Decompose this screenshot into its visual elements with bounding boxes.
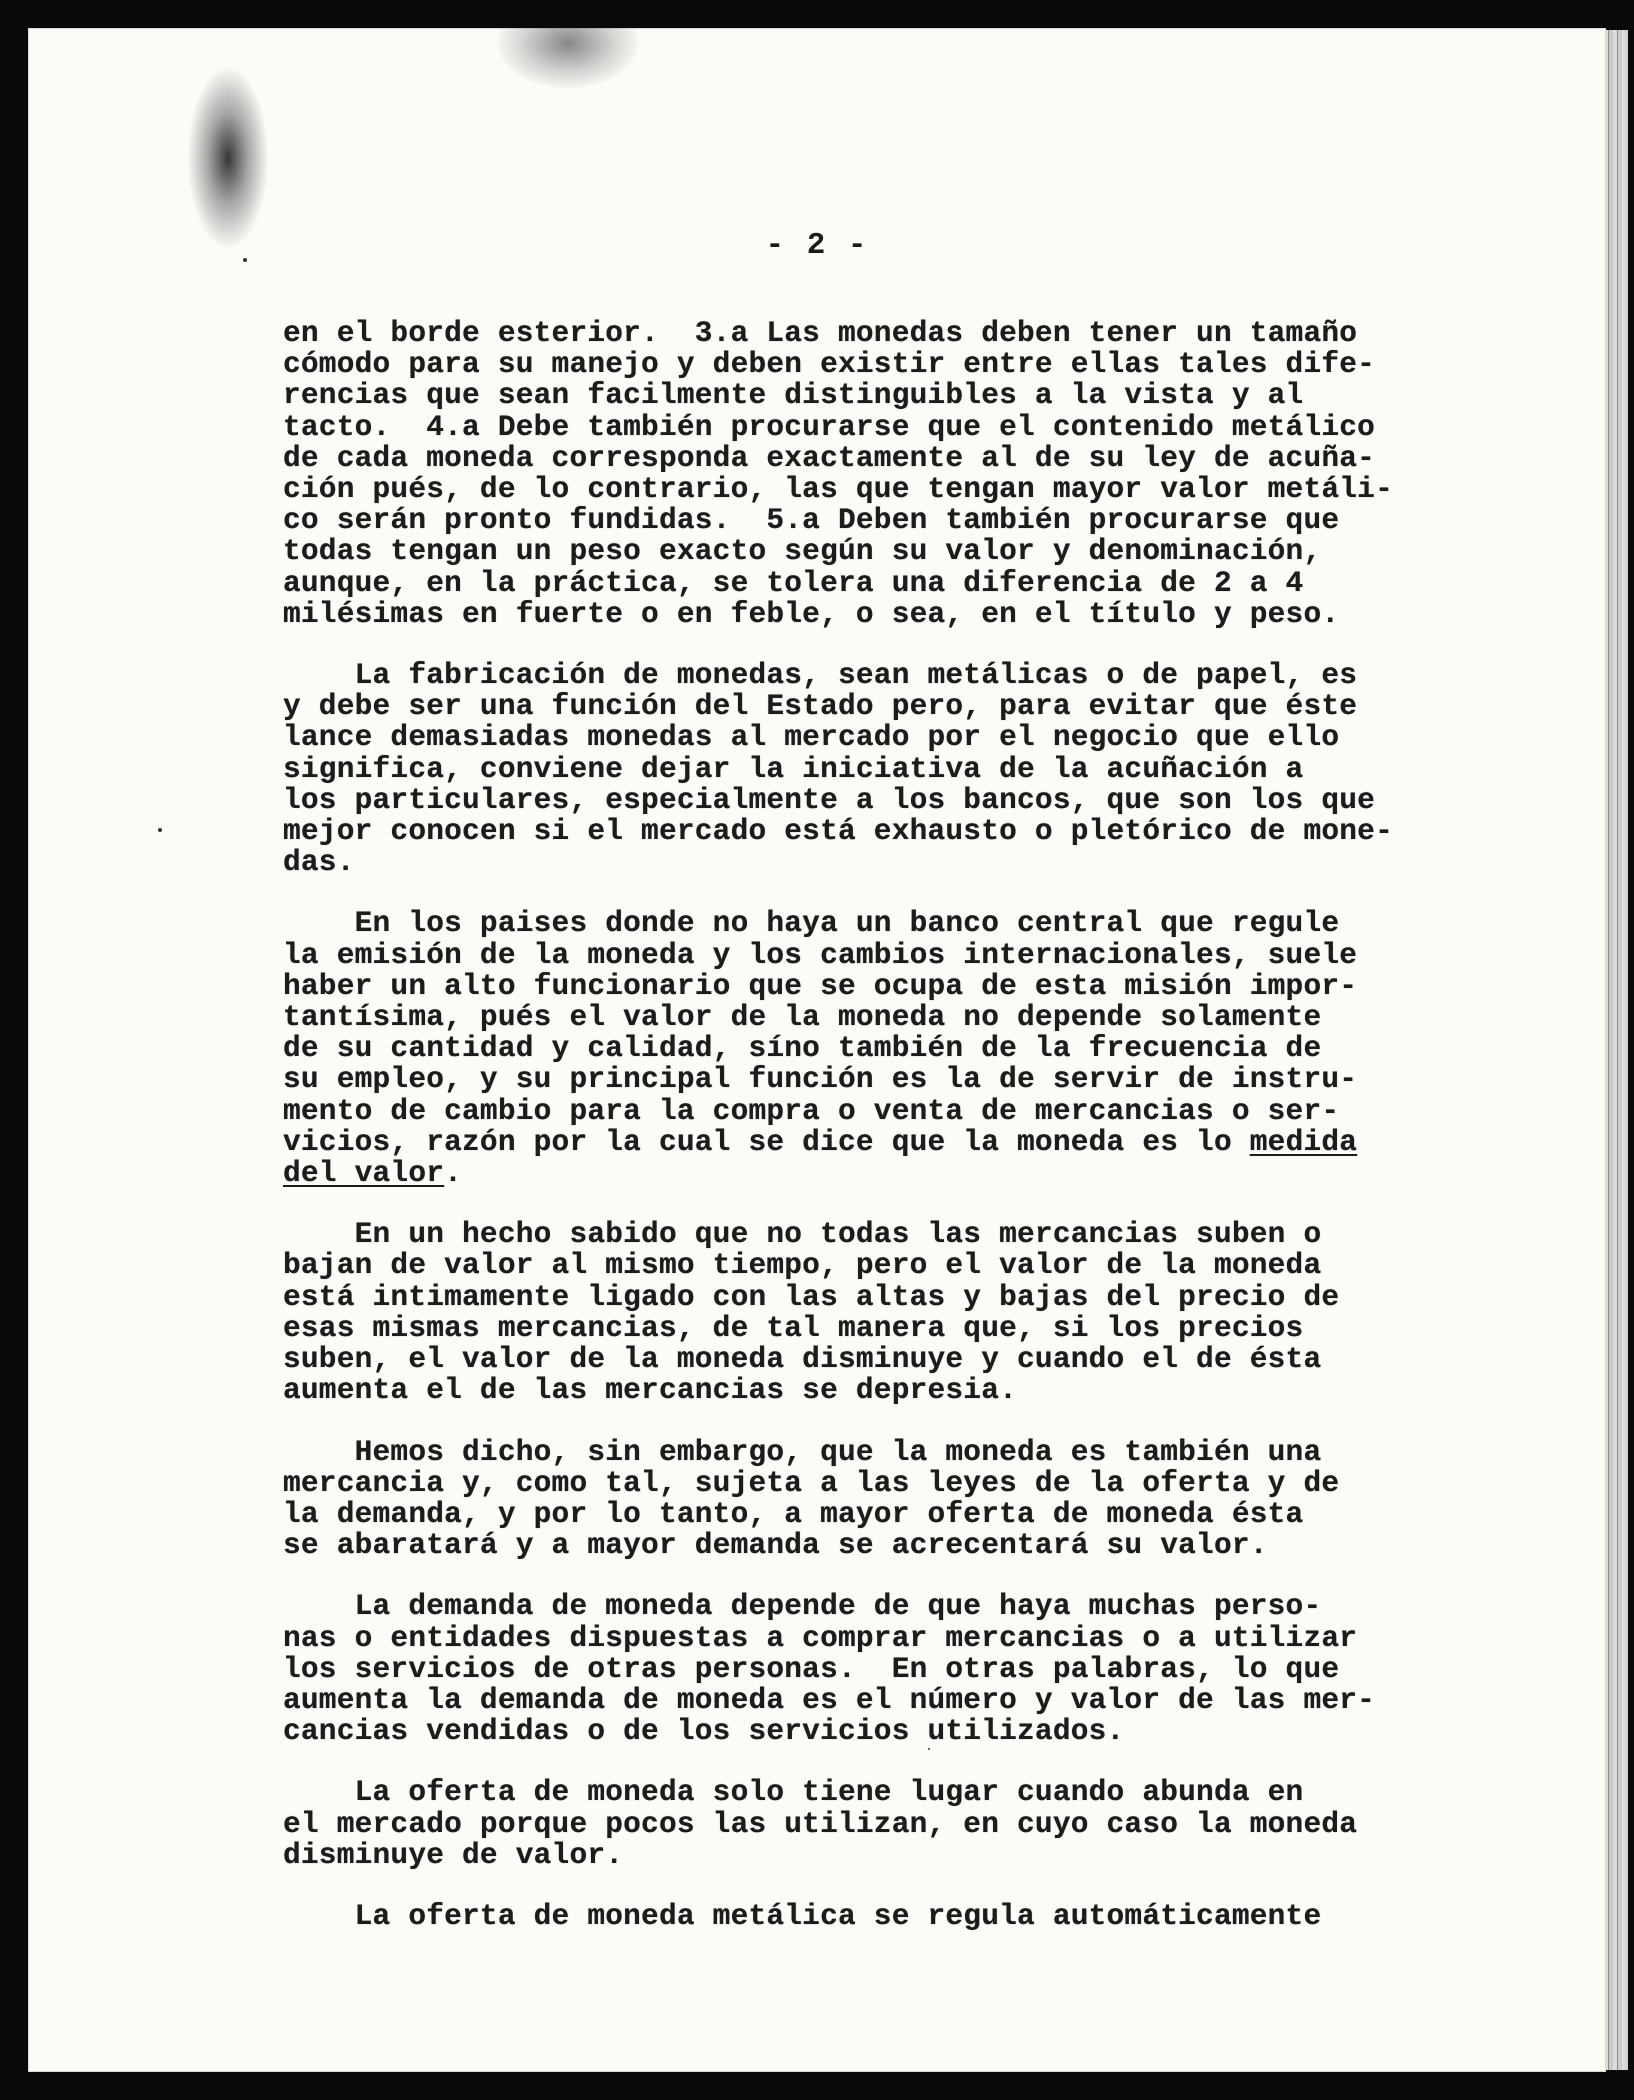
- text-line: la demanda, y por lo tanto, a mayor oferta de moneda ésta: [283, 1496, 1304, 1531]
- text-line: significa, conviene dejar la iniciativa de la acuñación a: [283, 751, 1304, 786]
- text-line: mento de cambio para la compra o venta de mercancias o ser-: [283, 1093, 1340, 1128]
- paragraph: [283, 1591, 1463, 1747]
- document-page: [28, 28, 1606, 2072]
- text-line: todas tengan un peso exacto según su valor y denominación,: [283, 534, 1322, 569]
- text-line: se abaratará y a mayor demanda se acrecentará su valor.: [283, 1528, 1268, 1563]
- text-line: lance demasiadas monedas al mercado por el negocio que ello: [283, 720, 1340, 755]
- text-line: está intimamente ligado con las altas y bajas del precio de: [283, 1279, 1340, 1314]
- text-line: [283, 1124, 1463, 1159]
- paragraph: [283, 660, 1463, 878]
- text-line: nas o entidades dispuestas a comprar mercancias o a utilizar: [283, 1620, 1358, 1655]
- text-line: La demanda de moneda depende de que haya muchas perso-: [283, 1589, 1322, 1624]
- text-line: esas mismas mercancias, de tal manera que, si los precios: [283, 1310, 1304, 1345]
- text-line: haber un alto funcionario que se ocupa de esta misión impor-: [283, 968, 1358, 1003]
- text-line: das.: [283, 845, 355, 880]
- document-body: [283, 318, 1463, 1962]
- text-line: en el borde esterior. 3.a Las monedas deben tener un tamaño: [283, 316, 1358, 350]
- underlined-term: medida: [1249, 1124, 1358, 1159]
- text-line: de cada moneda corresponda exactamente al de su ley de acuña-: [283, 440, 1376, 475]
- text-line: Hemos dicho, sin embargo, que la moneda es también una: [283, 1434, 1322, 1469]
- paragraph: [283, 1434, 1463, 1563]
- text-line: La oferta de moneda metálica se regula automáticamente: [283, 1898, 1322, 1933]
- paragraph: [283, 1219, 1463, 1406]
- text-line: La oferta de moneda solo tiene lugar cuando abunda en: [283, 1775, 1304, 1810]
- text-line: [283, 1158, 1463, 1189]
- page-number: - 2 -: [765, 228, 869, 263]
- text-line: suben, el valor de la moneda disminuye y cuando el de ésta: [283, 1342, 1322, 1377]
- text-line: En un hecho sabido que no todas las mercancias suben o: [283, 1217, 1322, 1252]
- underlined-term: del valor: [283, 1156, 445, 1191]
- text-line: su empleo, y su principal función es la de servir de instru-: [283, 1062, 1358, 1097]
- text-line: bajan de valor al mismo tiempo, pero el valor de la moneda: [283, 1248, 1322, 1283]
- ink-stain-left: [188, 68, 268, 248]
- text-line: tantísima, pués el valor de la moneda no depende solamente: [283, 1000, 1322, 1035]
- text-line: tacto. 4.a Debe también procurarse que el contenido metálico: [283, 409, 1376, 444]
- text-line: ción pués, de lo contrario, las que tengan mayor valor metáli-: [283, 472, 1393, 507]
- text-line: mejor conocen si el mercado está exhausto o pletórico de mone-: [283, 814, 1393, 849]
- text-segment: .: [444, 1156, 463, 1191]
- text-line: aumenta la demanda de moneda es el número y valor de las mer-: [283, 1682, 1376, 1717]
- text-line: la emisión de la moneda y los cambios internacionales, suele: [283, 937, 1358, 972]
- text-line: de su cantidad y calidad, síno también de la frecuencia de: [283, 1031, 1322, 1066]
- text-line: La fabricación de monedas, sean metálicas o de papel, es: [283, 658, 1358, 693]
- text-line: milésimas en fuerte o en feble, o sea, en el título y peso.: [283, 596, 1340, 631]
- paragraph: [283, 908, 1463, 1189]
- paragraph: [283, 318, 1463, 630]
- text-line: aunque, en la práctica, se tolera una diferencia de 2 a 4: [283, 565, 1304, 600]
- text-line: mercancia y, como tal, sujeta a las leyes de la oferta y de: [283, 1465, 1340, 1500]
- text-segment: vicios, razón por la cual se dice que la moneda es lo: [283, 1124, 1250, 1159]
- paragraph: [283, 1898, 1463, 1933]
- text-line: disminuye de valor.: [283, 1837, 624, 1872]
- text-line: En los paises donde no haya un banco central que regule: [283, 906, 1340, 941]
- ink-stain-top: [498, 28, 638, 88]
- text-line: cancias vendidas o de los servicios utilizados.: [283, 1714, 1125, 1749]
- text-line: los particulares, especialmente a los bancos, que son los que: [283, 782, 1376, 817]
- text-line: el mercado porque pocos las utilizan, en cuyo caso la moneda: [283, 1806, 1358, 1841]
- text-line: cómodo para su manejo y deben existir entre ellas tales dife-: [283, 347, 1376, 382]
- text-line: co serán pronto fundidas. 5.a Deben también procurarse que: [283, 503, 1340, 538]
- text-line: rencias que sean facilmente distinguibles a la vista y al: [283, 378, 1304, 413]
- text-line: los servicios de otras personas. En otras palabras, lo que: [283, 1651, 1340, 1686]
- paragraph: [283, 1777, 1463, 1871]
- text-line: aumenta el de las mercancias se depresia.: [283, 1373, 1018, 1408]
- text-line: y debe ser una función del Estado pero, para evitar que éste: [283, 689, 1358, 724]
- speck: [158, 828, 162, 832]
